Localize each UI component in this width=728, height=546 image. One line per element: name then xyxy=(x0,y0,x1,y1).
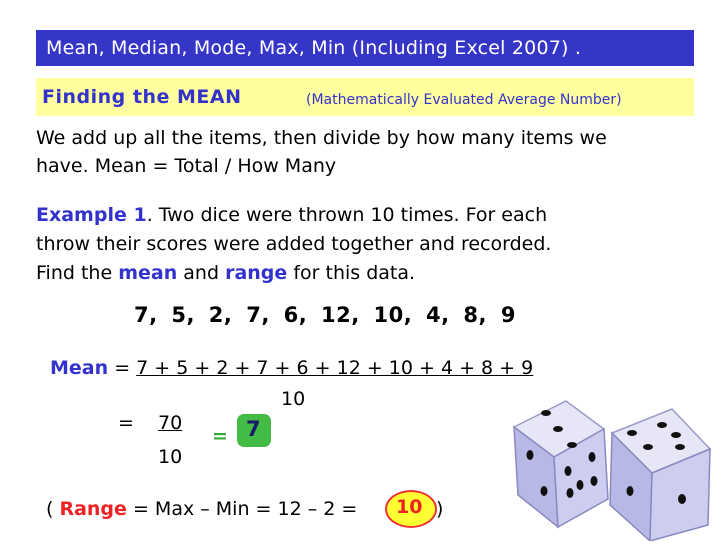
mean-equals: = xyxy=(114,357,131,379)
range-open: ( xyxy=(46,498,60,520)
section-note: (Mathematically Evaluated Average Number) xyxy=(306,92,622,108)
dice-icon xyxy=(500,395,722,541)
example-line1: . Two dice were thrown 10 times. For each xyxy=(146,204,548,226)
example-line3-post: for this data. xyxy=(287,262,416,284)
mean-word: mean xyxy=(118,262,178,284)
die-left xyxy=(514,401,608,527)
mean-answer: 7 xyxy=(246,417,261,441)
range-close: ) xyxy=(436,498,444,520)
example-line3-pre: Find the xyxy=(36,262,119,284)
mean-equation xyxy=(50,357,533,379)
range-word: range xyxy=(225,262,288,284)
fraction-total: 70 xyxy=(158,412,183,434)
die-right xyxy=(610,409,710,541)
example-text xyxy=(36,201,551,288)
section-title: Finding the MEAN xyxy=(42,86,242,108)
example-label: Example 1 xyxy=(36,204,147,226)
page-title: Mean, Median, Mode, Max, Min (Including Excel 2007) . xyxy=(46,37,582,59)
equals-sign-green: = xyxy=(212,425,228,447)
fraction-count: 10 xyxy=(158,446,183,468)
mean-label: Mean xyxy=(50,357,109,379)
intro-text: We add up all the items, then divide by how many items we have. Mean = Total / How Many xyxy=(36,127,607,177)
and-word: and xyxy=(177,262,226,284)
range-answer: 10 xyxy=(396,496,423,518)
range-equation xyxy=(46,498,357,520)
mean-numerator: 7 + 5 + 2 + 7 + 6 + 12 + 10 + 4 + 8 + 9 xyxy=(136,357,534,379)
data-values: 7, 5, 2, 7, 6, 12, 10, 4, 8, 9 xyxy=(134,303,516,327)
example-line2: throw their scores were added together and recorded. xyxy=(36,233,552,255)
range-expr: = Max – Min = 12 – 2 = xyxy=(126,498,358,520)
range-label: Range xyxy=(59,498,127,520)
mean-denominator: 10 xyxy=(281,388,306,410)
equals-sign: = xyxy=(118,412,134,434)
